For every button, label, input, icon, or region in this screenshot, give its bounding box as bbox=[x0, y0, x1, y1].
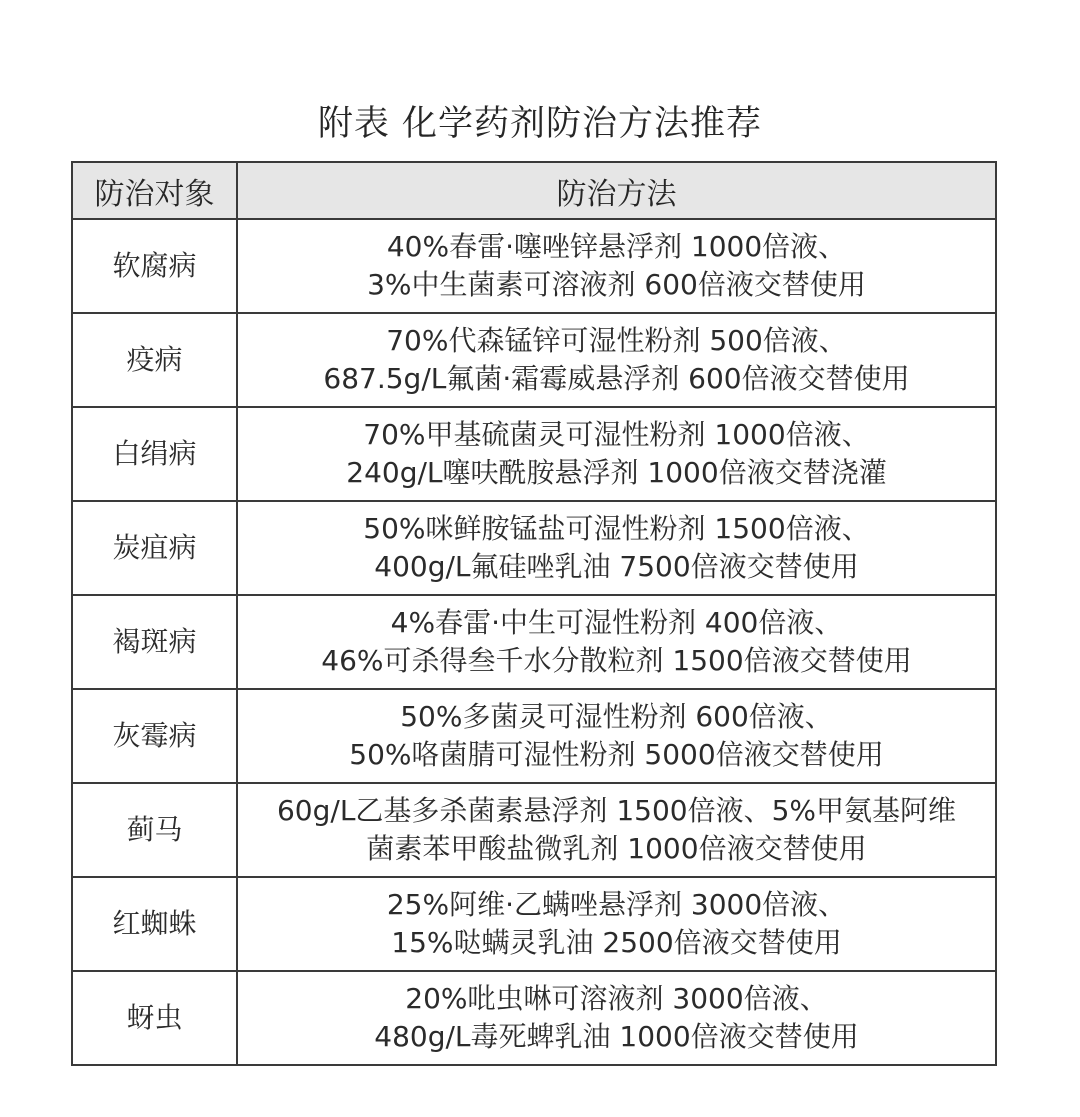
table-row bbox=[72, 313, 996, 407]
table-row bbox=[72, 971, 996, 1065]
row-method bbox=[237, 313, 996, 407]
method-line-2: 50%咯菌腈可湿性粉剂 5000倍液交替使用 bbox=[349, 738, 884, 771]
method-line-1: 70%代森锰锌可湿性粉剂 500倍液、 bbox=[386, 324, 847, 357]
method-line-1: 60g/L乙基多杀菌素悬浮剂 1500倍液、5%甲氨基阿维 bbox=[276, 794, 957, 827]
method-line-2: 400g/L氟硅唑乳油 7500倍液交替使用 bbox=[374, 550, 859, 583]
method-line-2: 菌素苯甲酸盐微乳剂 1000倍液交替使用 bbox=[366, 832, 867, 865]
table-row bbox=[72, 783, 996, 877]
method-line-2: 15%哒螨灵乳油 2500倍液交替使用 bbox=[391, 926, 842, 959]
header-method: 防治方法 bbox=[237, 162, 996, 219]
row-method bbox=[237, 689, 996, 783]
row-method bbox=[237, 219, 996, 313]
method-line-1: 25%阿维·乙螨唑悬浮剂 3000倍液、 bbox=[386, 888, 847, 921]
row-target: 疫病 bbox=[72, 313, 237, 407]
row-target: 蚜虫 bbox=[72, 971, 237, 1065]
row-target: 褐斑病 bbox=[72, 595, 237, 689]
method-line-2: 46%可杀得叁千水分散粒剂 1500倍液交替使用 bbox=[321, 644, 912, 677]
table-row bbox=[72, 877, 996, 971]
table-row bbox=[72, 407, 996, 501]
row-method bbox=[237, 783, 996, 877]
row-method bbox=[237, 877, 996, 971]
table-row bbox=[72, 501, 996, 595]
table-title: 附表 化学药剂防治方法推荐 bbox=[317, 104, 763, 144]
method-line-1: 70%甲基硫菌灵可湿性粉剂 1000倍液、 bbox=[363, 418, 870, 451]
row-method bbox=[237, 971, 996, 1065]
method-line-1: 40%春雷·噻唑锌悬浮剂 1000倍液、 bbox=[386, 230, 847, 263]
row-method bbox=[237, 501, 996, 595]
method-line-2: 240g/L噻呋酰胺悬浮剂 1000倍液交替浇灌 bbox=[346, 456, 887, 489]
row-target: 白绢病 bbox=[72, 407, 237, 501]
row-target: 蓟马 bbox=[72, 783, 237, 877]
method-line-2: 480g/L毒死蜱乳油 1000倍液交替使用 bbox=[374, 1020, 859, 1053]
method-line-1: 50%多菌灵可湿性粉剂 600倍液、 bbox=[400, 700, 833, 733]
row-target: 炭疽病 bbox=[72, 501, 237, 595]
table-row bbox=[72, 689, 996, 783]
method-line-2: 3%中生菌素可溶液剂 600倍液交替使用 bbox=[367, 268, 866, 301]
method-line-1: 50%咪鲜胺锰盐可湿性粉剂 1500倍液、 bbox=[363, 512, 870, 545]
control-methods-table bbox=[71, 161, 997, 1066]
row-target: 灰霉病 bbox=[72, 689, 237, 783]
row-target: 红蜘蛛 bbox=[72, 877, 237, 971]
method-line-1: 4%春雷·中生可湿性粉剂 400倍液、 bbox=[390, 606, 843, 639]
table-header-row bbox=[72, 162, 996, 219]
row-method bbox=[237, 595, 996, 689]
method-line-1: 20%吡虫啉可溶液剂 3000倍液、 bbox=[405, 982, 828, 1015]
table-row bbox=[72, 595, 996, 689]
header-target: 防治对象 bbox=[72, 162, 237, 219]
row-method bbox=[237, 407, 996, 501]
row-target: 软腐病 bbox=[72, 219, 237, 313]
table-row bbox=[72, 219, 996, 313]
method-line-2: 687.5g/L氟菌·霜霉威悬浮剂 600倍液交替使用 bbox=[323, 362, 910, 395]
